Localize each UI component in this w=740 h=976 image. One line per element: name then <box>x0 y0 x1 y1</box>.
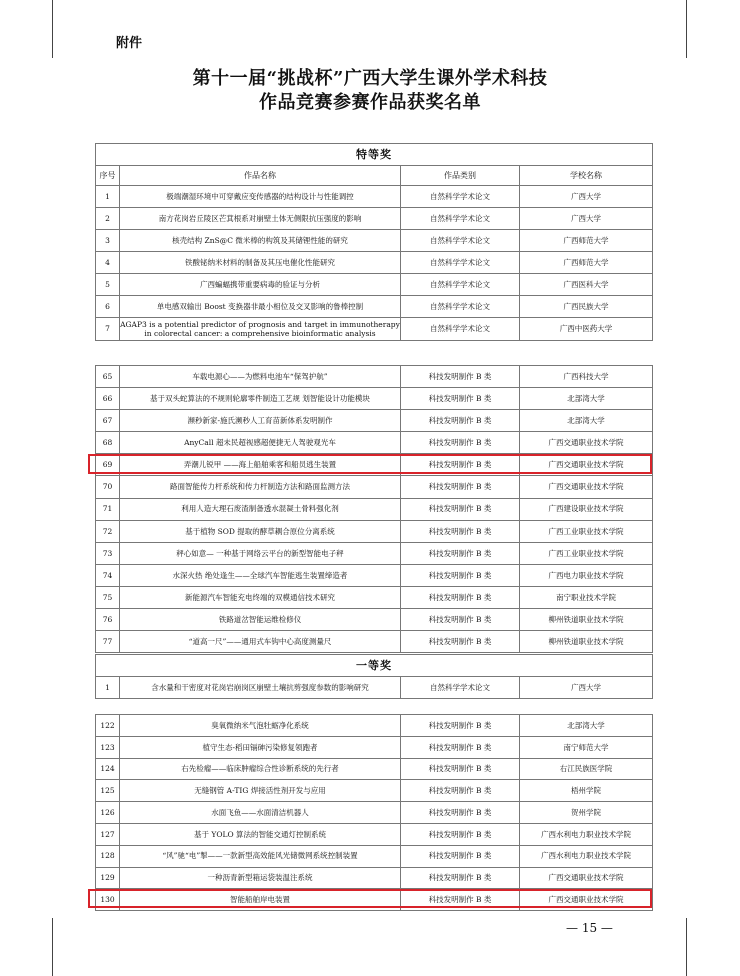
cell-no: 126 <box>96 802 120 824</box>
cell-category: 科技发明制作 B 类 <box>401 780 520 802</box>
cell-category: 自然科学学术论文 <box>401 296 520 318</box>
table-row <box>96 230 653 252</box>
table-row <box>96 542 653 564</box>
table-row <box>96 802 653 824</box>
cell-category: 自然科学学术论文 <box>401 186 520 208</box>
cell-name: 秤心如意— 一种基于网络云平台的新型智能电子秤 <box>120 542 401 564</box>
table-header-row <box>96 166 653 186</box>
award-table-special-continued <box>95 365 653 653</box>
cell-name: 新能源汽车智能充电终端的双模通信技术研究 <box>120 586 401 608</box>
table-row <box>96 388 653 410</box>
cell-school: 贺州学院 <box>520 802 653 824</box>
cell-no: 66 <box>96 388 120 410</box>
table-row <box>96 677 653 699</box>
cell-no: 67 <box>96 410 120 432</box>
cell-no: 4 <box>96 252 120 274</box>
cell-school: 广西工业职业技术学院 <box>520 520 653 542</box>
cell-no: 6 <box>96 296 120 318</box>
cell-school: 南宁师范大学 <box>520 736 653 758</box>
cell-school: 广西建设职业技术学院 <box>520 498 653 520</box>
cell-category: 自然科学学术论文 <box>401 318 520 341</box>
cell-name: 极端潮湿环境中可穿戴应变传感器的结构设计与性能调控 <box>120 186 401 208</box>
cell-category: 科技发明制作 B 类 <box>401 432 520 454</box>
cell-category: 科技发明制作 B 类 <box>401 366 520 388</box>
cell-category: 科技发明制作 B 类 <box>401 609 520 631</box>
cell-school: 广西交通职业技术学院 <box>520 432 653 454</box>
document-title-line2: 作品竞赛参赛作品获奖名单 <box>259 92 481 113</box>
cell-no: 73 <box>96 542 120 564</box>
cell-school: 广西工业职业技术学院 <box>520 542 653 564</box>
table-row <box>96 586 653 608</box>
cell-no: 76 <box>96 609 120 631</box>
cell-category: 科技发明制作 B 类 <box>401 736 520 758</box>
cell-no: 123 <box>96 736 120 758</box>
cell-name: 广西蝙蝠携带重要病毒的验证与分析 <box>120 274 401 296</box>
cell-school: 北部湾大学 <box>520 410 653 432</box>
table-row <box>96 867 653 889</box>
cell-school: 广西民族大学 <box>520 296 653 318</box>
cell-no: 7 <box>96 318 120 341</box>
cell-school: 广西大学 <box>520 186 653 208</box>
table-row <box>96 845 653 867</box>
cell-school: 广西医科大学 <box>520 274 653 296</box>
cell-name: 基于植物 SOD 提取的酵草耦合原位分离系统 <box>120 520 401 542</box>
table-row <box>96 318 653 341</box>
section-title-first: 一等奖 <box>96 655 653 677</box>
table-row <box>96 252 653 274</box>
crop-mark <box>686 0 687 58</box>
cell-category: 自然科学学术论文 <box>401 677 520 699</box>
cell-school: 广西电力职业技术学院 <box>520 564 653 586</box>
table-row <box>96 432 653 454</box>
crop-mark <box>52 918 53 976</box>
cell-category: 科技发明制作 B 类 <box>401 867 520 889</box>
table-row <box>96 410 653 432</box>
cell-school: 广西水利电力职业技术学院 <box>520 845 653 867</box>
cell-name: 濒秒新家-施氏濒秒人工育苗新体系发明制作 <box>120 410 401 432</box>
cell-school: 北部湾大学 <box>520 715 653 737</box>
cell-name: 一种沥青新型箱运袋装温注系统 <box>120 867 401 889</box>
col-header-name: 作品名称 <box>120 166 401 186</box>
cell-school: 广西师范大学 <box>520 230 653 252</box>
table-row <box>96 736 653 758</box>
cell-category: 科技发明制作 B 类 <box>401 586 520 608</box>
cell-no: 125 <box>96 780 120 802</box>
col-header-school: 学校名称 <box>520 166 653 186</box>
award-table-special <box>95 143 653 341</box>
attachment-label: 附件 <box>116 36 143 51</box>
cell-school: 广西科技大学 <box>520 366 653 388</box>
cell-no: 1 <box>96 186 120 208</box>
cell-name: 弄潮儿锐甲 ——海上船舶乘客和船员逃生装置 <box>120 454 401 476</box>
cell-name: 水深火热 绝处逢生——全球汽车智能逃生装置缔造者 <box>120 564 401 586</box>
cell-no: 128 <box>96 845 120 867</box>
col-header-category: 作品类别 <box>401 166 520 186</box>
cell-school: 广西大学 <box>520 208 653 230</box>
cell-school: 广西交通职业技术学院 <box>520 476 653 498</box>
cell-name: 南方花岗岩丘陵区芒萁根系对崩壁土体无侧限抗压强度的影响 <box>120 208 401 230</box>
cell-school: 右江民族医学院 <box>520 758 653 780</box>
highlight-box-row-130 <box>88 889 652 908</box>
cell-category: 科技发明制作 B 类 <box>401 845 520 867</box>
cell-no: 72 <box>96 520 120 542</box>
highlight-box-row-69 <box>88 454 652 474</box>
cell-no: 2 <box>96 208 120 230</box>
cell-no: 129 <box>96 867 120 889</box>
cell-no: 3 <box>96 230 120 252</box>
cell-name: AGAP3 is a potential predictor of prognosis and target in immunotherapy in colorectal cancer: a comprehensive bioinformatic analysis <box>120 318 401 341</box>
cell-category: 科技发明制作 B 类 <box>401 520 520 542</box>
cell-category: 科技发明制作 B 类 <box>401 542 520 564</box>
cell-category: 自然科学学术论文 <box>401 252 520 274</box>
cell-no: 65 <box>96 366 120 388</box>
award-table-first-continued <box>95 714 653 911</box>
cell-name: AnyCall 超未民超视感超便捷无人驾驶观光车 <box>120 432 401 454</box>
cell-category: 科技发明制作 B 类 <box>401 476 520 498</box>
cell-name: 水面飞鱼——水面清洁机器人 <box>120 802 401 824</box>
cell-no: 127 <box>96 823 120 845</box>
cell-category: 科技发明制作 B 类 <box>401 410 520 432</box>
cell-no: 71 <box>96 498 120 520</box>
cell-school: 广西交通职业技术学院 <box>520 867 653 889</box>
cell-name: 臭氧微纳米气泡牡蛎净化系统 <box>120 715 401 737</box>
cell-school: 南宁职业技术学院 <box>520 586 653 608</box>
cell-name: 利用人造大理石废渣制备透水混凝土骨料强化剂 <box>120 498 401 520</box>
cell-name: 单电感双输出 Boost 变换器非最小相位及交叉影响的鲁棒控制 <box>120 296 401 318</box>
cell-school: 广西大学 <box>520 677 653 699</box>
table-row <box>96 564 653 586</box>
cell-school: 广西交通职业技术学院 <box>520 454 653 476</box>
table-row <box>96 823 653 845</box>
cell-no: 1 <box>96 677 120 699</box>
cell-category: 科技发明制作 B 类 <box>401 823 520 845</box>
cell-no: 130 <box>96 889 120 911</box>
cell-category: 科技发明制作 B 类 <box>401 631 520 653</box>
cell-name: 核壳结构 ZnS@C 微米棒的构筑及其储锂性能的研究 <box>120 230 401 252</box>
cell-name: “风”驰“电”掣——一款新型高效能风光储微网系统控制装置 <box>120 845 401 867</box>
cell-category: 科技发明制作 B 类 <box>401 758 520 780</box>
table-row <box>96 758 653 780</box>
cell-school: 广西交通职业技术学院 <box>520 889 653 911</box>
table-row <box>96 186 653 208</box>
cell-no: 74 <box>96 564 120 586</box>
table-row <box>96 498 653 520</box>
cell-school: 广西师范大学 <box>520 252 653 274</box>
table-row <box>96 208 653 230</box>
table-row <box>96 780 653 802</box>
cell-category: 自然科学学术论文 <box>401 230 520 252</box>
cell-name: 基于双头蛇算法的不规则轮廓零件制造工艺规 划智能设计功能模块 <box>120 388 401 410</box>
cell-school: 柳州铁道职业技术学院 <box>520 609 653 631</box>
cell-school: 广西水利电力职业技术学院 <box>520 823 653 845</box>
cell-name: 含水量和干密度对花岗岩崩岗区崩壁土壤抗剪强度参数的影响研究 <box>120 677 401 699</box>
cell-no: 70 <box>96 476 120 498</box>
cell-name: 基于 YOLO 算法的智能交通灯控制系统 <box>120 823 401 845</box>
cell-name: 无缝钢管 A-TIG 焊接活性剂开发与应用 <box>120 780 401 802</box>
cell-category: 科技发明制作 B 类 <box>401 454 520 476</box>
cell-name: 路面智能传力杆系统和传力杆制造方法和路面监测方法 <box>120 476 401 498</box>
cell-name: “道高一尺”——通用式车钩中心高度测量尺 <box>120 631 401 653</box>
table-row <box>96 274 653 296</box>
cell-no: 124 <box>96 758 120 780</box>
award-table-first <box>95 654 653 699</box>
table-row <box>96 296 653 318</box>
cell-category: 科技发明制作 B 类 <box>401 498 520 520</box>
cell-no: 75 <box>96 586 120 608</box>
table-row <box>96 609 653 631</box>
cell-school: 广西中医药大学 <box>520 318 653 341</box>
cell-category: 自然科学学术论文 <box>401 208 520 230</box>
table-row <box>96 631 653 653</box>
cell-no: 5 <box>96 274 120 296</box>
document-title-line1: 第十一届“挑战杯”广西大学生课外学术科技 <box>192 68 548 89</box>
cell-school: 梧州学院 <box>520 780 653 802</box>
cell-category: 科技发明制作 B 类 <box>401 388 520 410</box>
page-number: — 15 — <box>566 921 613 935</box>
cell-name: 植守生态-稻田镉砷污染修复领跑者 <box>120 736 401 758</box>
table-row <box>96 366 653 388</box>
crop-mark <box>686 918 687 976</box>
table-row <box>96 715 653 737</box>
cell-no: 122 <box>96 715 120 737</box>
cell-name: 铁路道岔智能运维检修仪 <box>120 609 401 631</box>
cell-category: 科技发明制作 B 类 <box>401 802 520 824</box>
section-title-special: 特等奖 <box>96 144 653 166</box>
table-row <box>96 476 653 498</box>
cell-no: 69 <box>96 454 120 476</box>
cell-name: 右先检瘤——临床肿瘤综合性诊断系统的先行者 <box>120 758 401 780</box>
cell-category: 科技发明制作 B 类 <box>401 889 520 911</box>
cell-name: 智能船舶岸电装置 <box>120 889 401 911</box>
cell-no: 77 <box>96 631 120 653</box>
cell-category: 自然科学学术论文 <box>401 274 520 296</box>
cell-name: 铁酸铋纳米材料的制备及其压电催化性能研究 <box>120 252 401 274</box>
cell-school: 柳州铁道职业技术学院 <box>520 631 653 653</box>
table-row <box>96 520 653 542</box>
cell-category: 科技发明制作 B 类 <box>401 564 520 586</box>
cell-school: 北部湾大学 <box>520 388 653 410</box>
cell-no: 68 <box>96 432 120 454</box>
cell-name: 车载电源心——为燃料电池车“保驾护航” <box>120 366 401 388</box>
crop-mark <box>52 0 53 58</box>
col-header-no: 序号 <box>96 166 120 186</box>
cell-category: 科技发明制作 B 类 <box>401 715 520 737</box>
